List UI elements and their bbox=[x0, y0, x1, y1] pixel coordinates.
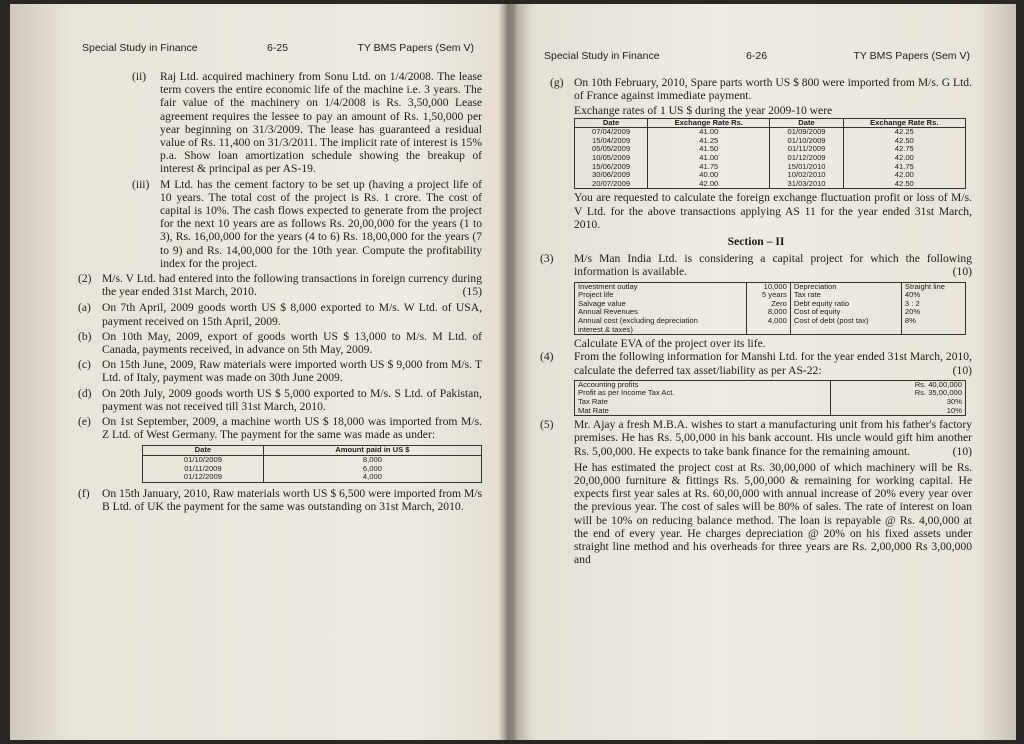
table-row: Tax Rate 30% bbox=[575, 398, 966, 407]
marks: (10) bbox=[952, 265, 972, 279]
question-ii: (ii) Raj Ltd. acquired machinery from Sonu Ltd. on 1/4/2008. The lease term covers the entire economic life of the machine i.e. 3 years. The fair value of the machinery on 1/4/2008 is Rs. 3,50,000 Lease agreement requires the lessee to pay an amount of Rs. 1,50,000 per year beginning on 31/3/2009. The lease has guaranteed a residual value of Rs. 11,400 on 31/3/2011. The implicit rate of interest is 15% p.a. Show loan amortization schedule showing the breakup of interest & principal as per AS-19. bbox=[132, 70, 482, 176]
question-2a: (a) On 7th April, 2009 goods worth US $ 8,000 exported to M/s. W Ltd. of USA, payment received on 15th April, 2009. bbox=[78, 301, 482, 328]
question-2g: (g) On 10th February, 2010, Spare parts worth US $ 800 were imported from M/s. G Ltd. of France against immediate payment. bbox=[550, 76, 972, 103]
table-row: Salvage value Zero Debt equity ratio 3 : 2 bbox=[575, 300, 966, 309]
question-2c: (c) On 15th June, 2009, Raw materials were imported worth US $ 9,000 from M/s. T Ltd. of Italy, payment was made on 30th June 2009. bbox=[78, 358, 482, 385]
question-5-continued: He has estimated the project cost at Rs. 30,00,000 of which machinery will be Rs. 20,00,000 furniture & fittings Rs. 5,00,000 & remaining for working capital. He expects first year sales at Rs. 60,00,000 with annual increase of 20% every year over the previous year. The cost of sales will be 80% of sales. The rate of interest on loan will be 10% on reducing balance method. The loan is repayable @ Rs. 4,00,000 at the end of every year. He charges depreciation @ 20% on his fixed assets under straight line method and his overheads for three years are Rs. 2,00,000 Rs 3,00,000 and bbox=[574, 460, 972, 567]
question-2e: (e) On 1st September, 2009, a machine worth US $ 18,000 was imported from M/s. Z Ltd. of West Germany. The payment for the same was made as under: bbox=[78, 415, 482, 442]
question-2: (2) M/s. V Ltd. had entered into the following transactions in foreign currency during the year ended 31st March, 2010. (15) bbox=[78, 272, 482, 299]
left-page bbox=[10, 4, 500, 740]
question-2b: (b) On 10th May, 2009, export of goods worth US $ 13,000 to M/s. M Ltd. of Canada, payments received, in advance on 5th May, 2009. bbox=[78, 329, 482, 357]
project-info-table bbox=[574, 282, 966, 336]
question-3: (3) M/s Man India Ltd. is considering a capital project for which the following information is available. (10) bbox=[540, 252, 972, 279]
book-spread bbox=[10, 4, 1016, 740]
question-4: (4) From the following information for Manshi Ltd. for the year ended 31st March, 2010, calculate the deferred tax asset/liability as per AS-22: (10) bbox=[540, 350, 972, 377]
table-header: Exchange Rate Rs. bbox=[843, 118, 965, 128]
table-header: Date bbox=[575, 118, 648, 128]
payment-schedule-table bbox=[142, 445, 482, 482]
page-number: 6-26 bbox=[746, 50, 768, 62]
book-title: Special Study in Finance bbox=[82, 42, 198, 54]
table-row: Project life 5 years Tax rate 40% bbox=[575, 291, 966, 300]
left-page-body bbox=[78, 70, 482, 515]
table-header: Date bbox=[143, 446, 264, 456]
table-row: 01/11/2009 6,000 bbox=[143, 465, 482, 474]
eva-question: Calculate EVA of the project over its life. bbox=[574, 337, 766, 351]
table-row: Annual cost (excluding depreciation 4,000 Cost of debt (post tax) 8% bbox=[575, 317, 966, 326]
table-row: 15/04/2009 41.25 01/10/2009 42.50 bbox=[575, 137, 966, 146]
question-5: (5) Mr. Ajay a fresh M.B.A. wishes to start a manufacturing unit from his father's factory premises. He has Rs. 5,00,000 in his bank account. His uncle would gift him another Rs. 5,00,000. He expects to take bank finance for the remaining amount. (10) bbox=[540, 418, 972, 458]
tax-info-table bbox=[574, 380, 966, 416]
table-row: Profit as per Income Tax Act. Rs. 35,00,000 bbox=[575, 389, 966, 398]
right-page-body bbox=[540, 76, 972, 566]
table-row: interest & taxes) bbox=[575, 326, 966, 335]
table-row: 20/07/2009 42.00 31/03/2010 42.50 bbox=[575, 180, 966, 189]
table-row: 07/04/2009 41.00 01/09/2009 42.25 bbox=[575, 128, 966, 137]
table-row: Accounting profits Rs. 40,00,000 bbox=[575, 380, 966, 389]
table-header: Exchange Rate Rs. bbox=[648, 118, 770, 128]
series-title: TY BMS Papers (Sem V) bbox=[357, 42, 474, 54]
table-row: 01/10/2009 8,000 bbox=[143, 456, 482, 465]
exchange-rate-caption: Exchange rates of 1 US $ during the year 2009-10 were bbox=[574, 104, 833, 118]
table-row: 10/05/2009 41.00 01/12/2009 42.00 bbox=[575, 154, 966, 163]
question-2f: (f) On 15th January, 2010, Raw materials worth US $ 6,500 were imported from M/s B Ltd. of UK the payment for the same was outstanding on 31st March, 2010. bbox=[78, 486, 482, 514]
table-row: 30/06/2009 40.00 10/02/2010 42.00 bbox=[575, 171, 966, 180]
marks: (15) bbox=[462, 285, 482, 299]
table-row: Mat Rate 10% bbox=[575, 407, 966, 416]
section-heading: Section – II bbox=[727, 234, 785, 248]
table-header: Date bbox=[770, 118, 843, 128]
table-row: 05/05/2009 41.50 01/11/2009 42.75 bbox=[575, 145, 966, 154]
right-page bbox=[514, 4, 1014, 740]
marks: (10) bbox=[952, 363, 972, 377]
series-title: TY BMS Papers (Sem V) bbox=[853, 50, 970, 62]
page-number: 6-25 bbox=[267, 42, 289, 54]
right-page-header bbox=[544, 50, 970, 62]
left-page-header bbox=[82, 42, 474, 54]
table-row: Investment outlay 10,000 Depreciation Straight line bbox=[575, 282, 966, 291]
table-row: 01/12/2009 4,000 bbox=[143, 473, 482, 482]
table-row: Annual Revenues 8,000 Cost of equity 20% bbox=[575, 308, 966, 317]
exchange-rate-table bbox=[574, 118, 966, 190]
question-iii: (iii) M Ltd. has the cement factory to be set up (having a project life of 10 years. The total cost of the project is Rs. 1 crore. The cost of capital is 10%. The cash flows expected to generate from the project for the next 10 years are as follows Rs. 20,00,000 for the years (1 to 3), Rs. 16,00,000 for the years (4 to 6) Rs. 18,00,000 for the years (7 to 9) and Rs. 14,00,000 for the 10th year. Compute the profitability index for the project. bbox=[132, 177, 482, 270]
book-title: Special Study in Finance bbox=[544, 50, 660, 62]
marks: (10) bbox=[952, 444, 972, 458]
table-header: Amount paid in US $ bbox=[263, 446, 481, 456]
fx-question: You are requested to calculate the foreign exchange fluctuation profit or loss of M/s. V Ltd. for the above transactions applying AS 11 for the year ended 31st March, 2010. bbox=[574, 191, 972, 231]
table-row: 15/06/2009 41.75 15/01/2010 41.75 bbox=[575, 163, 966, 172]
question-2d: (d) On 20th July, 2009 goods worth US $ 5,000 exported to M/s. S Ltd. of Pakistan, payment was not received till 31st March, 2010. bbox=[78, 386, 482, 413]
